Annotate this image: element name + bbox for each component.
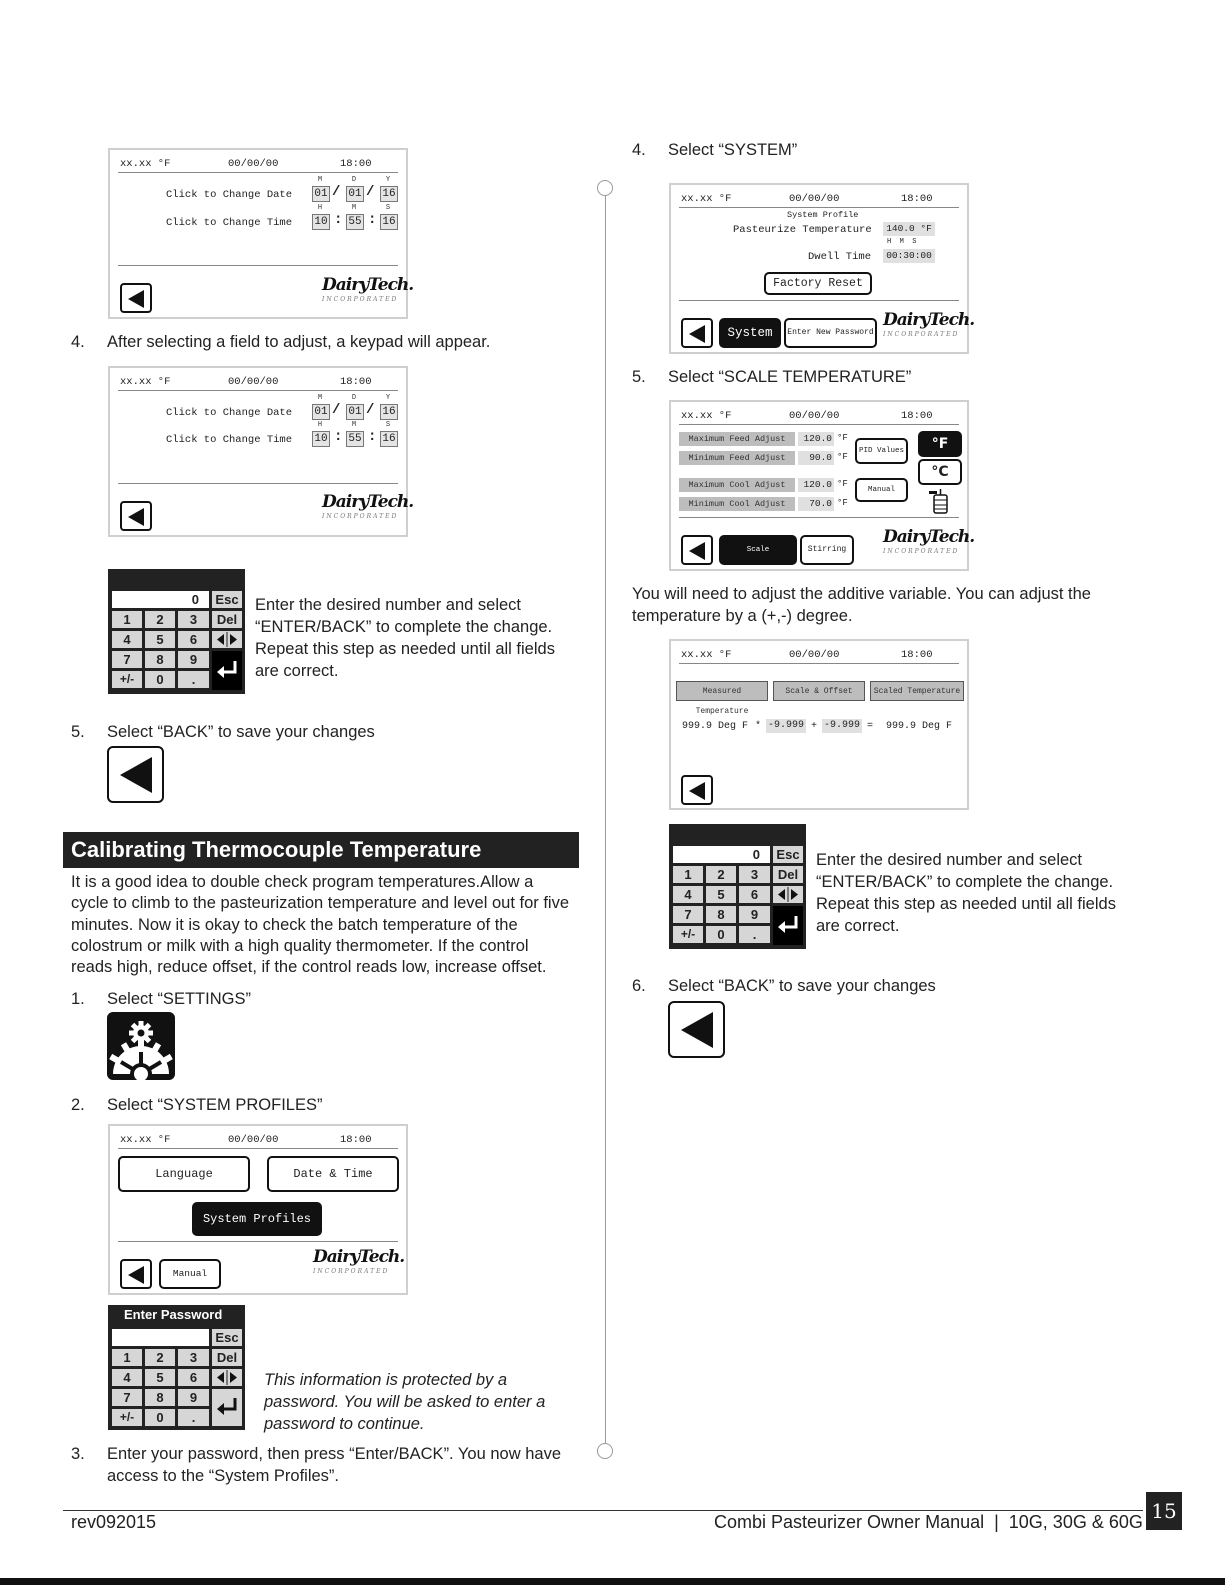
equals-sign: =: [867, 721, 874, 732]
header-time: 18:00: [901, 193, 933, 205]
date-time-screen-2: [108, 366, 414, 537]
keypad-instruction: Enter the desired number and select “ENTER/BACK” to complete the change. Repeat this step as needed until all fields are correct.: [255, 596, 555, 680]
hour-field[interactable]: 10: [312, 431, 330, 447]
key-8[interactable]: 8: [145, 651, 175, 668]
max-cool-label: Maximum Cool Adjust: [679, 478, 795, 492]
password-keypad: [108, 1305, 245, 1430]
change-time-label: Click to Change Time: [166, 217, 293, 229]
key-4[interactable]: 4: [112, 1369, 142, 1386]
key-2[interactable]: 2: [145, 611, 175, 628]
header-temp: xx.xx °F: [681, 649, 732, 661]
key-9[interactable]: 9: [178, 1389, 209, 1406]
step-text: Enter your password, then press “Enter/BACK”. You now have access to the “System Profiles”.: [107, 1445, 561, 1485]
header-date: 00/00/00: [789, 193, 840, 205]
key-7[interactable]: 7: [112, 1389, 142, 1406]
scale-field[interactable]: -9.999: [767, 720, 804, 731]
sub-s: S: [385, 421, 391, 429]
keypad-display: 0: [673, 846, 770, 863]
key-3[interactable]: 3: [178, 1349, 209, 1366]
footer-rule: [63, 1510, 1143, 1511]
key-1[interactable]: 1: [112, 1349, 142, 1366]
celsius-button[interactable]: °C: [918, 459, 962, 485]
manual-button[interactable]: Manual: [159, 1259, 221, 1289]
esc-key[interactable]: Esc: [212, 1329, 242, 1346]
keypad-instruction: Enter the desired number and select “ENTER/BACK” to complete the change. Repeat this step as needed until all fields are correct.: [816, 851, 1116, 935]
key-plus-minus[interactable]: +/-: [112, 671, 142, 688]
section-intro: It is a good idea to double check program temperatures.Allow a cycle to climb to the pasteurization temperature and level out for five minutes. Now it is okay to check the batch temperature of the colostrum or milk with a high quality thermometer. If the control reads high, reduce offset, if the control reads low, increase offset.: [71, 873, 570, 977]
section-title: Calibrating Thermocouple Temperature: [71, 837, 482, 862]
step-text: Select “BACK” to save your changes: [668, 977, 936, 995]
back-button[interactable]: [120, 283, 152, 313]
arrow-keys[interactable]: [773, 886, 803, 903]
step-number: 4.: [71, 333, 85, 351]
key-8[interactable]: 8: [145, 1389, 175, 1406]
offset-field[interactable]: -9.999: [823, 720, 860, 731]
key-2[interactable]: 2: [706, 866, 736, 883]
header-time: 18:00: [901, 410, 933, 422]
enter-arrow-icon: [212, 651, 242, 690]
key-1[interactable]: 1: [112, 611, 142, 628]
second-field[interactable]: 16: [380, 431, 398, 447]
esc-key[interactable]: Esc: [773, 846, 803, 863]
screen-header: [679, 647, 959, 664]
step-text: Select “SCALE TEMPERATURE”: [668, 368, 912, 386]
key-8[interactable]: 8: [706, 906, 736, 923]
scaled-temp-value: 999.9 Deg F: [886, 721, 953, 732]
step-number: 2.: [71, 1096, 85, 1114]
settings-screen: [108, 1124, 408, 1295]
key-6[interactable]: 6: [739, 886, 770, 903]
esc-key[interactable]: Esc: [212, 591, 242, 608]
key-plus-minus[interactable]: +/-: [673, 926, 703, 943]
enter-key[interactable]: [212, 651, 242, 690]
sub-m: M: [317, 394, 323, 402]
step-text: Select “BACK” to save your changes: [107, 723, 375, 741]
arrow-keys[interactable]: [212, 631, 242, 648]
minute-field[interactable]: 55: [346, 214, 364, 230]
step-number: 4.: [632, 141, 646, 159]
key-5[interactable]: 5: [145, 1369, 175, 1386]
step-number: 5.: [71, 723, 85, 741]
key-0[interactable]: 0: [706, 926, 736, 943]
key-0[interactable]: 0: [145, 1409, 175, 1426]
key-6[interactable]: 6: [178, 1369, 209, 1386]
min-cool-label: Minimum Cool Adjust: [679, 497, 795, 511]
left-right-arrows-icon: [212, 631, 242, 648]
numeric-keypad: [108, 569, 245, 694]
day-field[interactable]: 01: [346, 186, 364, 202]
pasteurize-temp-field[interactable]: 140.0 °F: [883, 222, 935, 236]
numeric-keypad: [669, 824, 806, 949]
date-time-screen-1: [108, 148, 414, 319]
screen-header: [679, 191, 959, 208]
change-date-label: Click to Change Date: [166, 189, 293, 201]
colon: :: [368, 212, 377, 228]
step-number: 3.: [71, 1445, 85, 1463]
enter-key[interactable]: [773, 906, 803, 945]
key-2[interactable]: 2: [145, 1349, 175, 1366]
day-field[interactable]: 01: [346, 404, 364, 420]
dairytech-logo: DairyTech. INCORPORATED: [322, 492, 414, 520]
del-key[interactable]: Del: [212, 1349, 242, 1366]
key-5[interactable]: 5: [706, 886, 736, 903]
screen-header: [118, 1132, 398, 1149]
password-keypad-title: Enter Password: [124, 1307, 223, 1322]
tank-icon: [929, 489, 953, 515]
divider-circle-bottom: [597, 1443, 613, 1459]
colon: :: [368, 429, 377, 445]
scale-offset-header: Scale & Offset: [773, 681, 865, 701]
password-display[interactable]: [112, 1329, 209, 1346]
system-profile-screen: [669, 183, 975, 354]
back-button-large[interactable]: [107, 746, 164, 803]
measured-temp-value: 999.9 Deg F: [682, 721, 749, 732]
second-field[interactable]: 16: [380, 214, 398, 230]
dwell-label: Dwell Time: [808, 251, 872, 263]
page-number-box: [1146, 1492, 1182, 1530]
header-date: 00/00/00: [789, 410, 840, 422]
key-1[interactable]: 1: [673, 866, 703, 883]
month-field[interactable]: 01: [312, 404, 330, 420]
divider-circle-top: [597, 180, 613, 196]
key-0[interactable]: 0: [145, 671, 175, 688]
header-time: 18:00: [340, 376, 372, 388]
key-dot[interactable]: .: [178, 671, 209, 688]
hour-field[interactable]: 10: [312, 214, 330, 230]
left-right-arrows-icon: [212, 1369, 242, 1386]
pasteurize-label: Pasteurize Temperature: [733, 224, 872, 236]
stirring-button[interactable]: Stirring: [800, 535, 854, 565]
enter-new-password-button[interactable]: Enter New Password: [784, 318, 877, 348]
key-plus-minus[interactable]: +/-: [112, 1409, 142, 1426]
sub-min: M: [351, 204, 357, 212]
sub-d: D: [351, 394, 357, 402]
key-7[interactable]: 7: [673, 906, 703, 923]
fahrenheit-button[interactable]: °F: [918, 431, 962, 457]
header-date: 00/00/00: [228, 1134, 279, 1146]
back-button[interactable]: [120, 501, 152, 531]
screen-header: [679, 408, 959, 425]
year-field[interactable]: 16: [380, 404, 398, 420]
key-6[interactable]: 6: [178, 631, 209, 648]
back-button[interactable]: [681, 535, 713, 565]
year-field[interactable]: 16: [380, 186, 398, 202]
max-cool-value[interactable]: 120.0: [798, 478, 834, 492]
sub-h: H: [317, 421, 323, 429]
factory-reset-button[interactable]: Factory Reset: [764, 272, 872, 295]
dairytech-logo: DairyTech. INCORPORATED: [313, 1247, 405, 1275]
header-temp: xx.xx °F: [120, 1134, 171, 1146]
password-note: This information is protected by a password. You will be asked to enter a password to continue.: [264, 1371, 546, 1433]
slash: /: [332, 184, 341, 200]
arrow-keys[interactable]: [212, 1369, 242, 1386]
key-3[interactable]: 3: [178, 611, 209, 628]
header-temp: xx.xx °F: [681, 193, 732, 205]
dairytech-logo: DairyTech. INCORPORATED: [883, 527, 975, 555]
revision-label: rev092015: [71, 1512, 157, 1532]
left-right-arrows-icon: [773, 886, 803, 903]
step-text: Select “SYSTEM PROFILES”: [107, 1096, 323, 1114]
key-dot[interactable]: .: [178, 1409, 209, 1426]
header-temp: xx.xx °F: [120, 158, 171, 170]
sub-y: Y: [385, 394, 391, 402]
screen-header: [118, 156, 398, 173]
hms-label: H M S: [887, 238, 917, 246]
slash: /: [366, 402, 375, 418]
sub-min: M: [351, 421, 357, 429]
gears-icon: [107, 1012, 175, 1080]
unit: °F: [837, 433, 848, 443]
change-date-label: Click to Change Date: [166, 407, 293, 419]
manual-title: Combi Pasteurizer Owner Manual | 10G, 30G & 60G: [714, 1512, 1143, 1532]
key-4[interactable]: 4: [673, 886, 703, 903]
change-time-label: Click to Change Time: [166, 434, 293, 446]
header-time: 18:00: [901, 649, 933, 661]
sub-h: H: [317, 204, 323, 212]
dairytech-logo: DairyTech. INCORPORATED: [322, 275, 414, 303]
colon: :: [334, 429, 343, 445]
step-text: Select “SYSTEM”: [668, 141, 798, 159]
del-key[interactable]: Del: [773, 866, 803, 883]
additive-note: You will need to adjust the additive variable. You can adjust the temperature by a (+,-) degree.: [632, 585, 1091, 625]
step-number: 5.: [632, 368, 646, 386]
sub-m: M: [317, 176, 323, 184]
header-time: 18:00: [340, 1134, 372, 1146]
back-button-large[interactable]: [668, 1001, 725, 1058]
max-feed-value[interactable]: 120.0: [798, 432, 834, 446]
system-profiles-button[interactable]: System Profiles: [192, 1202, 322, 1236]
system-profile-title: System Profile: [787, 210, 859, 220]
enter-arrow-icon: [773, 906, 803, 945]
colon: :: [334, 212, 343, 228]
minute-field[interactable]: 55: [346, 431, 364, 447]
measured-temp-header: Measured Temperature: [676, 681, 768, 701]
back-button[interactable]: [681, 775, 713, 805]
slash: /: [332, 402, 341, 418]
step-text: After selecting a field to adjust, a keypad will appear.: [107, 333, 491, 351]
sub-s: S: [385, 204, 391, 212]
step-number: 1.: [71, 990, 85, 1008]
min-feed-value[interactable]: 90.0: [798, 451, 834, 465]
del-key[interactable]: Del: [212, 611, 242, 628]
key-9[interactable]: 9: [178, 651, 209, 668]
dwell-time-field[interactable]: 00:30:00: [883, 249, 935, 263]
enter-key[interactable]: [212, 1389, 242, 1426]
times-sign: *: [755, 721, 762, 732]
system-button[interactable]: System: [719, 318, 781, 348]
header-date: 00/00/00: [789, 649, 840, 661]
scaled-temp-header: Scaled Temperature: [870, 681, 964, 701]
scale-temperature-button[interactable]: Scale Temperature: [719, 535, 797, 565]
step-number: 6.: [632, 977, 646, 995]
unit: °F: [837, 479, 848, 489]
min-feed-label: Minimum Feed Adjust: [679, 451, 795, 465]
key-7[interactable]: 7: [112, 651, 142, 668]
max-feed-label: Maximum Feed Adjust: [679, 432, 795, 446]
pid-values-button[interactable]: PID Values: [855, 438, 908, 464]
scale-offset-screen: [669, 639, 969, 810]
manual-button[interactable]: Manual: [855, 478, 908, 502]
key-5[interactable]: 5: [145, 631, 175, 648]
min-cool-value[interactable]: 70.0: [798, 497, 834, 511]
slash: /: [366, 184, 375, 200]
key-3[interactable]: 3: [739, 866, 770, 883]
keypad-display: 0: [112, 591, 209, 608]
back-button[interactable]: [120, 1259, 152, 1289]
dairytech-logo: DairyTech. INCORPORATED: [883, 310, 975, 338]
header-temp: xx.xx °F: [681, 410, 732, 422]
key-dot[interactable]: .: [739, 926, 770, 943]
plus-sign: +: [811, 721, 818, 732]
month-field[interactable]: 01: [312, 186, 330, 202]
screen-header: [118, 374, 398, 391]
scale-temperature-screen: [669, 400, 975, 580]
page-number: 15: [1151, 1499, 1177, 1523]
section-heading-bar: [63, 832, 579, 868]
header-date: 00/00/00: [228, 158, 279, 170]
header-temp: xx.xx °F: [120, 376, 171, 388]
date-time-button[interactable]: Date & Time: [267, 1156, 399, 1192]
enter-arrow-icon: [212, 1389, 242, 1426]
back-button[interactable]: [681, 318, 713, 348]
step-text: Select “SETTINGS”: [107, 990, 251, 1008]
column-divider: [605, 195, 606, 1445]
bottom-edge: [0, 1578, 1225, 1585]
header-time: 18:00: [340, 158, 372, 170]
header-date: 00/00/00: [228, 376, 279, 388]
sub-d: D: [351, 176, 357, 184]
unit: °F: [837, 452, 848, 462]
settings-button[interactable]: [107, 1012, 175, 1080]
unit: °F: [837, 498, 848, 508]
language-button[interactable]: Language: [118, 1156, 250, 1192]
key-4[interactable]: 4: [112, 631, 142, 648]
sub-y: Y: [385, 176, 391, 184]
key-9[interactable]: 9: [739, 906, 770, 923]
